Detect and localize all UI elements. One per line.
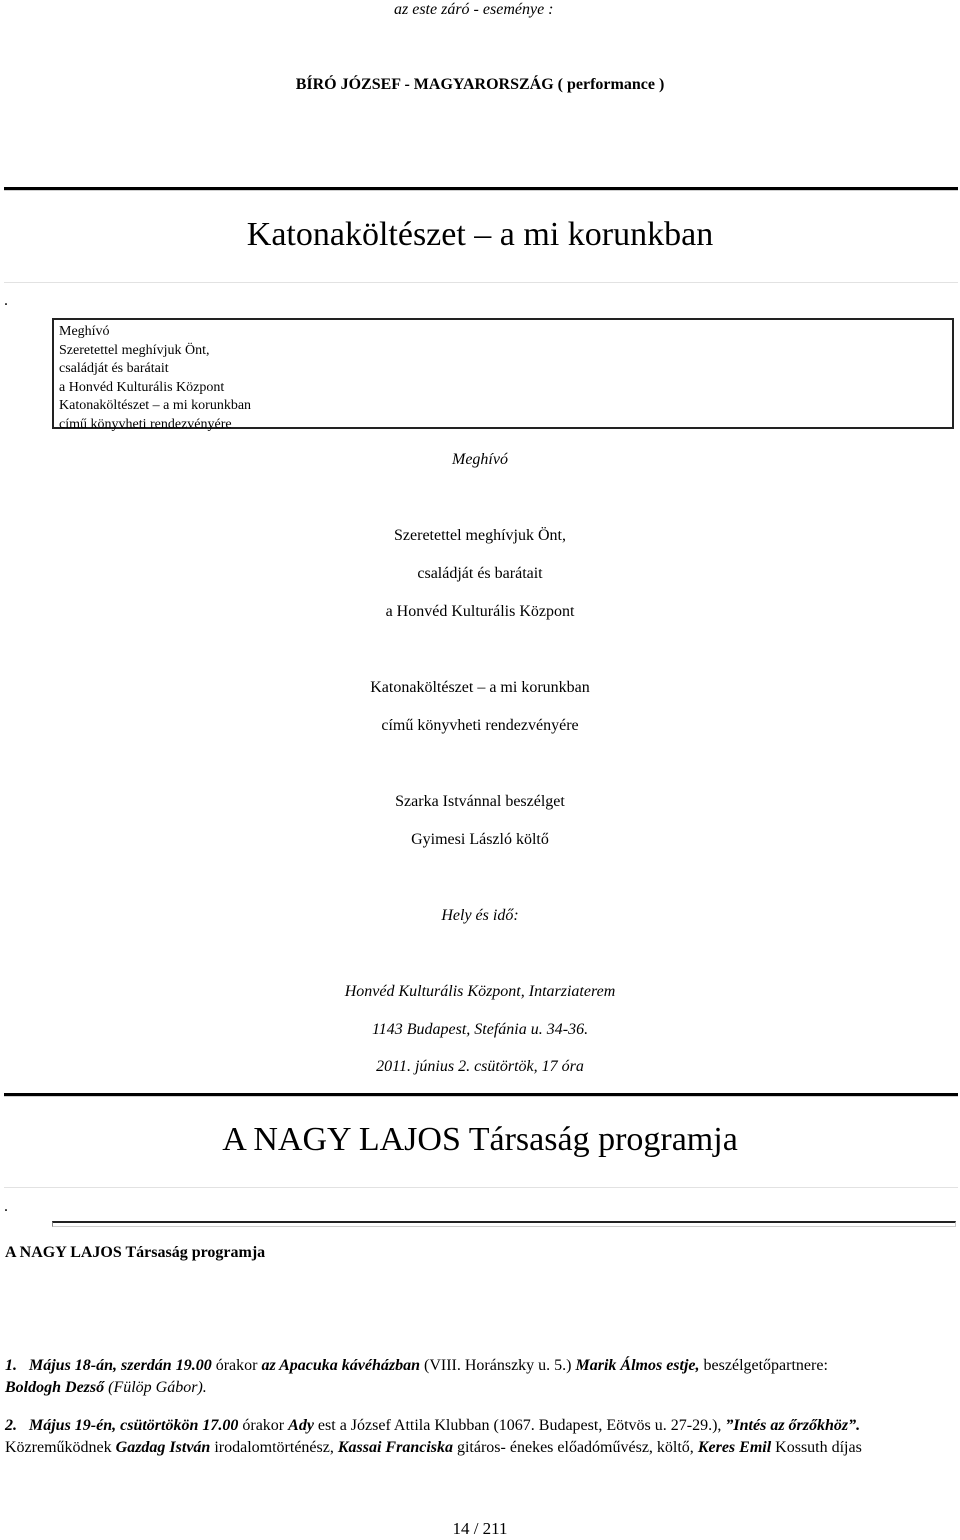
section-divider <box>4 187 958 191</box>
item-person: Gazdag István <box>115 1439 211 1456</box>
item-partner: Boldogh Dezső <box>5 1379 105 1396</box>
item-date: Május 18-án, szerdán 19.00 <box>29 1357 212 1374</box>
invite-line: Gyimesi László költő <box>411 831 549 848</box>
heading-underline <box>4 1187 958 1188</box>
item-person: Kassai Franciska <box>337 1439 453 1456</box>
item-text: órakor <box>238 1417 289 1434</box>
program-item-1 <box>5 1355 828 1399</box>
item-text: irodalomtörténész, <box>210 1439 338 1456</box>
summary-line: a Honvéd Kulturális Központ <box>59 379 225 395</box>
item-date: Május 19-én, csütörtökön 17.00 <box>29 1417 239 1434</box>
item-number: 2. <box>5 1417 17 1434</box>
empty-field <box>52 1221 956 1227</box>
performer-line: BÍRÓ JÓZSEF - MAGYARORSZÁG ( performance ) <box>295 76 665 93</box>
summary-line: című könyvheti rendezvényére <box>59 416 232 432</box>
invite-line: című könyvheti rendezvényére <box>381 717 579 734</box>
invite-line: családját és barátait <box>417 565 543 582</box>
summary-line: Meghívó <box>59 324 110 339</box>
section-heading-nagy-lajos: A NAGY LAJOS Társaság programja <box>222 1121 738 1158</box>
item-number: 1. <box>5 1357 17 1374</box>
heading-underline <box>4 282 958 283</box>
section-heading-katonakolteszet: Katonaköltészet – a mi korunkban <box>246 216 714 253</box>
item-person: Keres Emil <box>697 1439 772 1456</box>
summary-box <box>52 318 954 432</box>
place-line: 2011. június 2. csütörtök, 17 óra <box>376 1058 584 1075</box>
place-line: 1143 Budapest, Stefánia u. 34-36. <box>371 1021 589 1038</box>
page-top-note: az este záró - eseménye : <box>394 1 554 18</box>
invite-title: Meghívó <box>452 451 508 468</box>
place-line: Honvéd Kulturális Központ, Intarziaterem <box>344 983 616 1000</box>
summary-line: Katonaköltészet – a mi korunkban <box>59 398 252 413</box>
item-text: (VIII. Horánszky u. 5.) <box>420 1357 576 1374</box>
item-text: (Fülöp Gábor). <box>104 1379 207 1396</box>
invite-line: Szarka Istvánnal beszélget <box>395 793 565 810</box>
item-event: Marik Álmos estje, <box>575 1357 700 1374</box>
item-text: Kossuth díjas <box>771 1439 862 1456</box>
item-venue: az Apacuka kávéházban <box>261 1357 420 1374</box>
item-venue: Ady <box>288 1417 314 1434</box>
bullet-dot: . <box>4 292 8 309</box>
item-text: Közreműködnek <box>5 1439 116 1456</box>
item-text: beszélgetőpartnere: <box>699 1357 828 1374</box>
summary-line: családját és barátait <box>59 361 169 376</box>
invite-line: a Honvéd Kulturális Központ <box>385 603 575 620</box>
place-time-label: Hely és idő: <box>441 907 519 924</box>
summary-line: Szeretettel meghívjuk Önt, <box>59 342 210 358</box>
bullet-dot: . <box>4 1198 8 1215</box>
page-number: 14 / 211 <box>452 1519 508 1538</box>
section-divider <box>4 1093 958 1097</box>
invite-line: Katonaköltészet – a mi korunkban <box>370 679 590 696</box>
item-text: órakor <box>211 1357 262 1374</box>
item-title: ”Intés az őrzőkhöz”. <box>725 1417 861 1434</box>
program-item-2 <box>5 1415 862 1459</box>
item-text: est a József Attila Klubban (1067. Budapest, Eötvös u. 27-29.), <box>313 1417 726 1434</box>
program-subheading: A NAGY LAJOS Társaság programja <box>5 1244 266 1261</box>
item-text: gitáros- énekes előadóművész, költő, <box>452 1439 698 1456</box>
invite-line: Szeretettel meghívjuk Önt, <box>394 527 566 544</box>
